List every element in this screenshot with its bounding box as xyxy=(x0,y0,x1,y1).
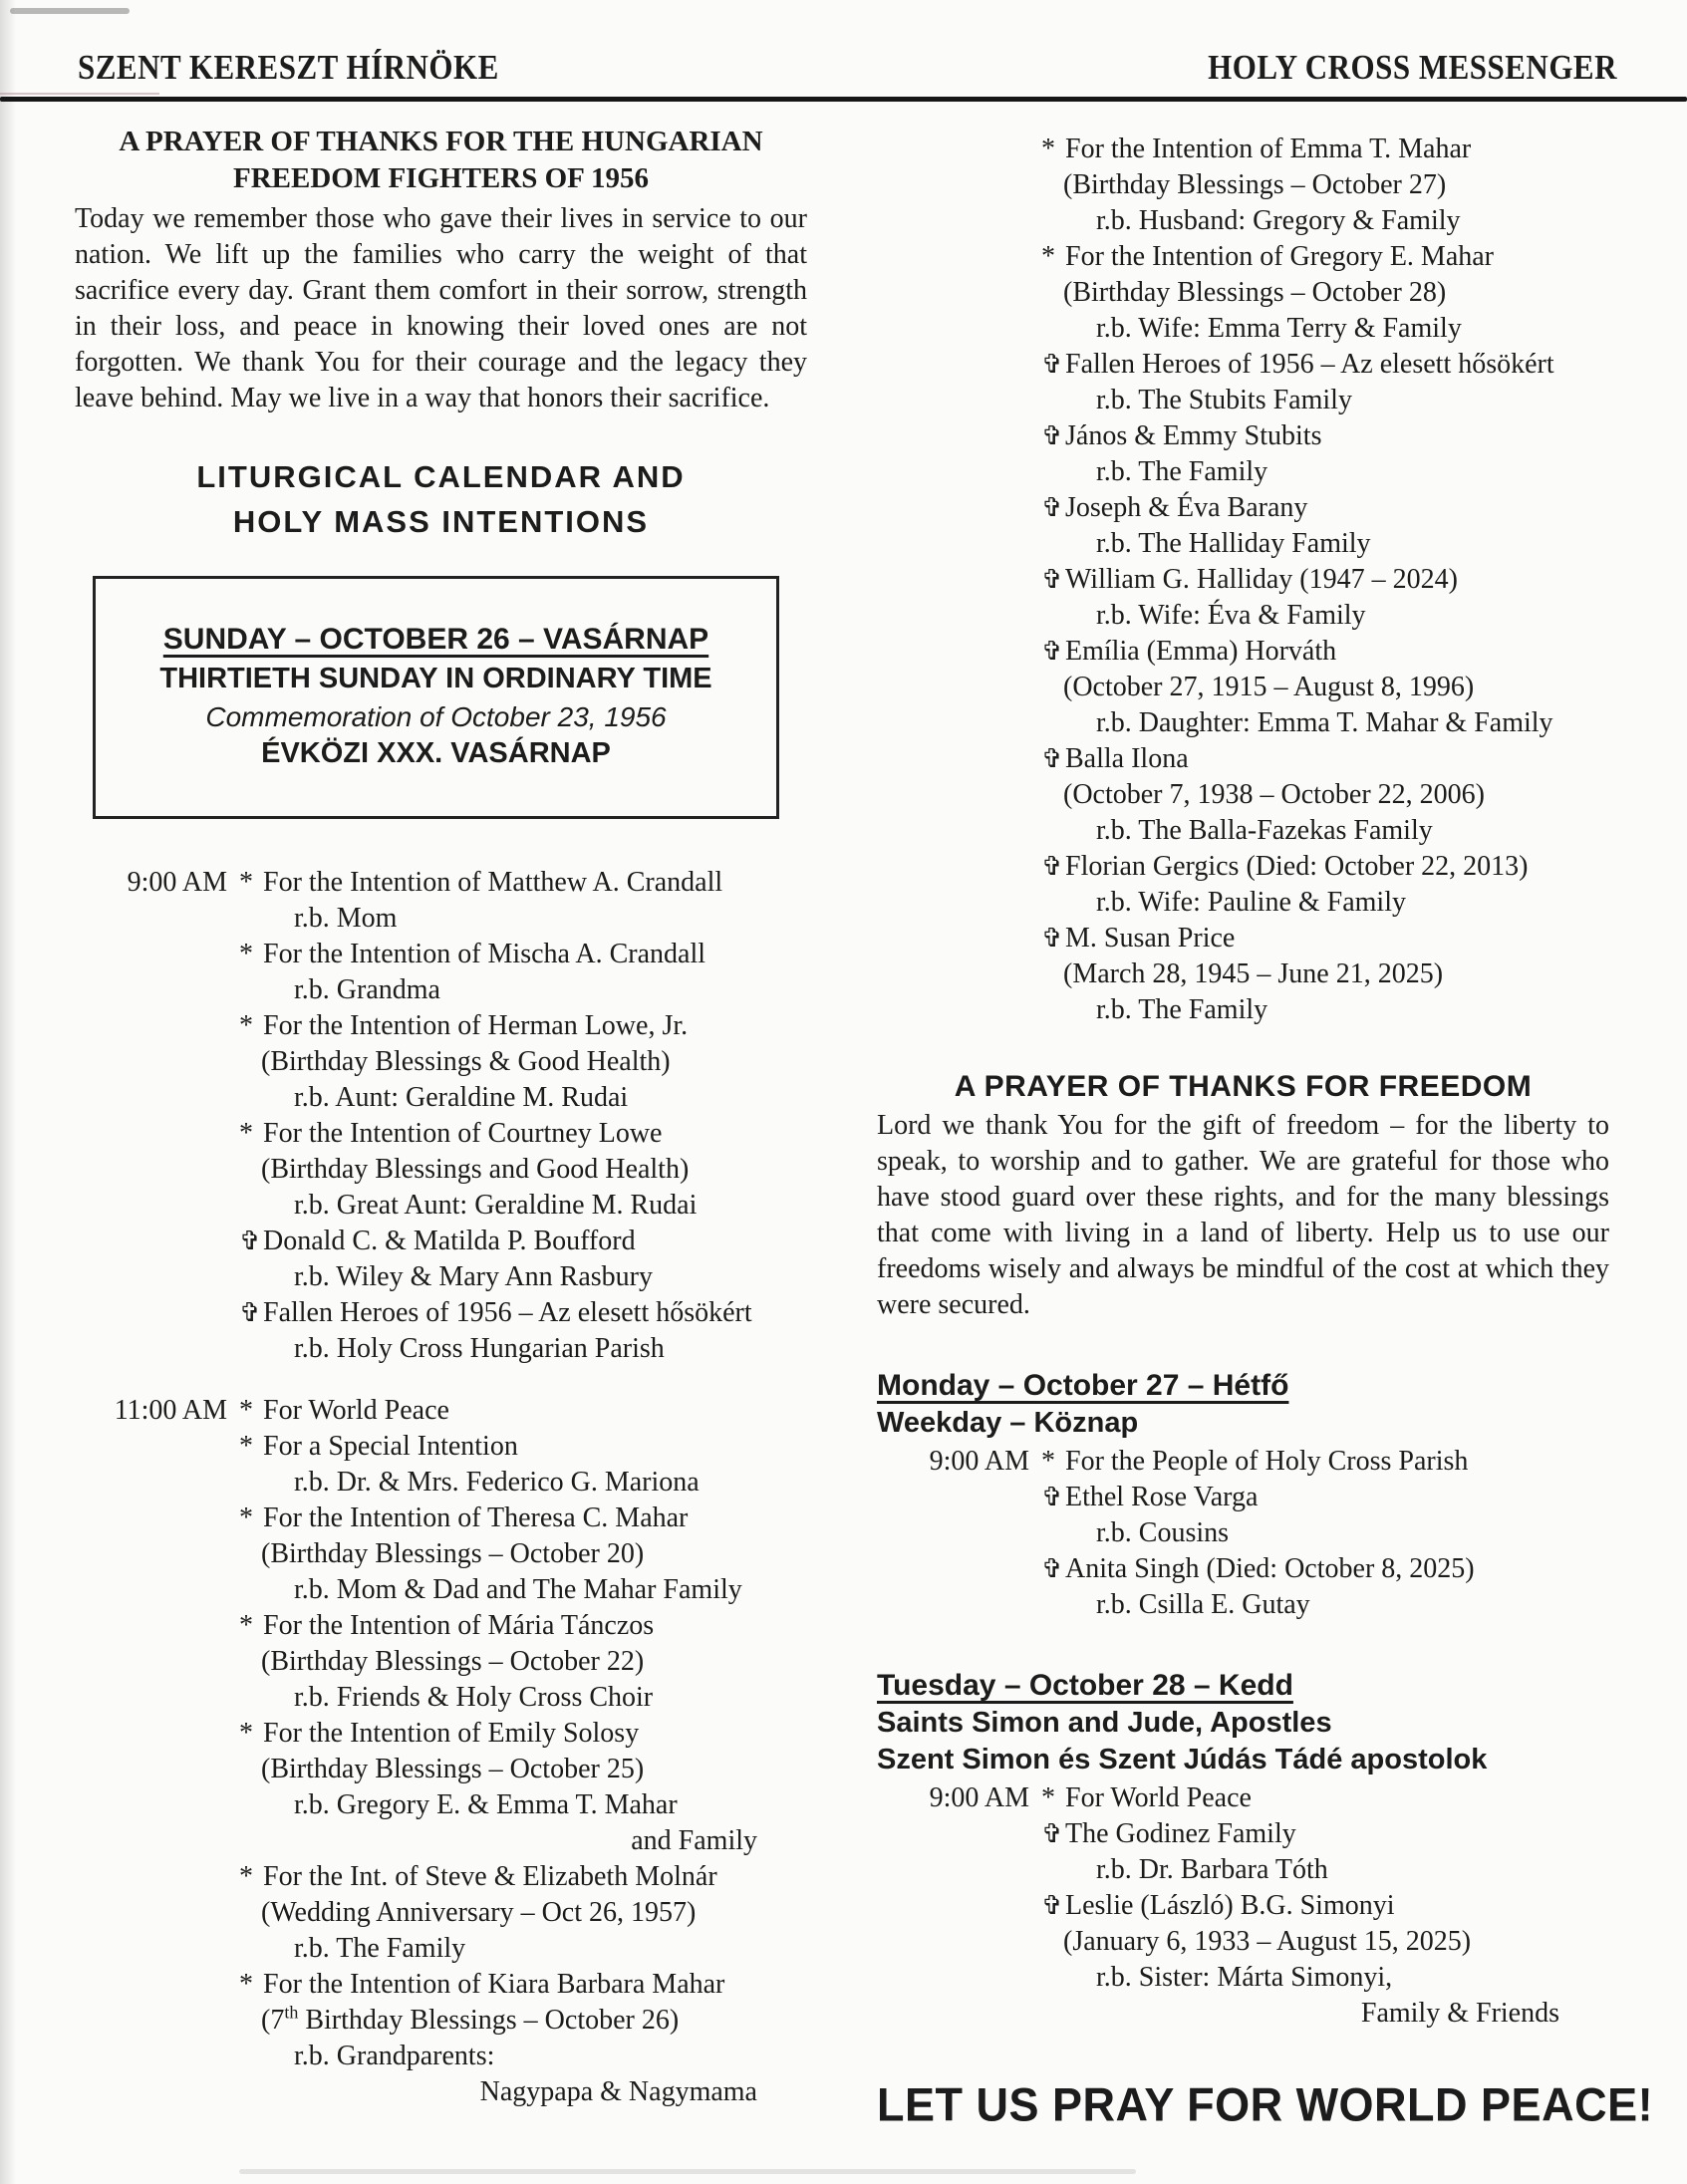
intention-line-entry xyxy=(239,1008,807,1044)
intention-text: For the Intention of Gregory E. Mahar xyxy=(1065,241,1494,272)
intention-text: r.b. Dr. & Mrs. Federico G. Mariona xyxy=(294,1467,700,1498)
sunday-feast-box xyxy=(93,576,779,819)
mass-intentions-list xyxy=(239,865,807,1367)
intention-text: r.b. The Family xyxy=(1096,456,1268,487)
intention-text: r.b. Great Aunt: Geraldine M. Rudai xyxy=(294,1190,698,1221)
intention-text: For the Intention of Mária Tánczos xyxy=(263,1610,655,1641)
intention-text: For the Int. of Steve & Elizabeth Molnár xyxy=(263,1861,717,1892)
intention-line-entry xyxy=(239,1429,807,1465)
intention-line-rb xyxy=(1041,383,1609,418)
intention-line-entry xyxy=(239,1501,807,1536)
deceased-cross-icon: ✞ xyxy=(1041,1819,1063,1849)
intention-line-rb xyxy=(1041,1587,1609,1623)
deceased-cross-icon: ✞ xyxy=(1041,924,1063,954)
masthead xyxy=(78,47,1617,88)
scan-smudge-artifact xyxy=(10,8,130,14)
hungarian-prayer-title xyxy=(75,124,807,197)
intention-line-rb xyxy=(239,972,807,1008)
deceased-cross-icon: ✞ xyxy=(1041,1554,1063,1584)
living-intention-star-icon: * xyxy=(239,1431,253,1462)
tuesday-subheading-english: Saints Simon and Jude, Apostles xyxy=(877,1707,1332,1739)
deceased-cross-icon: ✞ xyxy=(1041,350,1063,380)
mass-intentions-list xyxy=(239,1393,807,2110)
intention-text: r.b. Wife: Éva & Family xyxy=(1096,600,1366,631)
living-intention-star-icon: * xyxy=(239,1610,253,1641)
intention-text: r.b. Aunt: Geraldine M. Rudai xyxy=(294,1082,629,1113)
intention-line-entry xyxy=(1041,490,1609,526)
intention-line-cont xyxy=(1041,1996,1609,2032)
intention-line-paren xyxy=(1041,777,1609,813)
intention-text: Fallen Heroes of 1956 – Az elesett hősökért xyxy=(263,1297,752,1328)
mass-intentions-list xyxy=(1041,1444,1609,1623)
intention-line-entry xyxy=(239,865,807,901)
living-intention-star-icon: * xyxy=(239,867,253,898)
two-column-layout xyxy=(75,104,1654,2184)
intention-line-entry xyxy=(1041,562,1609,598)
deceased-cross-icon: ✞ xyxy=(1041,637,1063,667)
intention-line-rb xyxy=(239,1680,807,1716)
intention-line-entry xyxy=(239,1608,807,1644)
intention-line-entry xyxy=(1041,347,1609,383)
living-intention-star-icon: * xyxy=(239,1010,253,1041)
intention-line-paren xyxy=(239,2003,807,2039)
hungarian-prayer-title-line1: A PRAYER OF THANKS FOR THE HUNGARIAN xyxy=(119,126,763,157)
intention-text: Donald C. & Matilda P. Boufford xyxy=(263,1226,636,1256)
intention-line-entry xyxy=(239,937,807,972)
intention-text: r.b. Wiley & Mary Ann Rasbury xyxy=(294,1261,653,1292)
intention-line-rb xyxy=(1041,813,1609,849)
liturgical-calendar-title xyxy=(75,454,807,544)
masthead-right-title: HOLY CROSS MESSENGER xyxy=(1208,47,1617,87)
tuesday-heading: Tuesday – October 28 – Kedd xyxy=(877,1669,1293,1702)
intention-line-paren xyxy=(1041,670,1609,705)
intention-line-entry xyxy=(1041,634,1609,670)
liturgical-calendar-title-line2: HOLY MASS INTENTIONS xyxy=(232,504,650,539)
mass-block-9am xyxy=(75,865,807,1367)
mass-block-monday xyxy=(877,1444,1609,1623)
intention-text: For the Intention of Mischa A. Crandall xyxy=(263,939,706,969)
intention-text: M. Susan Price xyxy=(1065,923,1236,954)
intention-text: Nagypapa & Nagymama xyxy=(479,2076,757,2107)
deceased-cross-icon: ✞ xyxy=(1041,744,1063,774)
intention-text: r.b. Wife: Emma Terry & Family xyxy=(1096,313,1462,344)
freedom-prayer-body: Lord we thank You for the gift of freedom – for the liberty to speak, to worship and to gather. We are grateful for those who have stood guard over these rights, and for the many blessings that come with living in a land of liberty. Help us to use our freedoms wisely and always be mindful of the cost at which they were secured. xyxy=(877,1110,1609,1320)
intention-text: (Birthday Blessings – October 27) xyxy=(1063,169,1447,200)
liturgical-calendar-title-line1: LITURGICAL CALENDAR AND xyxy=(196,459,686,494)
intention-text: János & Emmy Stubits xyxy=(1065,420,1322,451)
left-column xyxy=(75,104,807,2184)
intention-text: (Birthday Blessings – October 28) xyxy=(1063,277,1447,308)
intention-line-paren xyxy=(1041,956,1609,992)
intention-line-entry xyxy=(1041,418,1609,454)
intention-line-paren xyxy=(1041,167,1609,203)
intention-text: William G. Halliday (1947 – 2024) xyxy=(1065,564,1458,595)
living-intention-star-icon: * xyxy=(1041,241,1055,272)
living-intention-star-icon: * xyxy=(239,939,253,969)
intention-text: For World Peace xyxy=(263,1395,449,1426)
intention-line-rb xyxy=(239,1331,807,1367)
intention-text: r.b. Sister: Márta Simonyi, xyxy=(1096,1962,1393,1993)
intention-line-rb xyxy=(1041,1960,1609,1996)
intention-line-entry xyxy=(1041,1816,1609,1852)
monday-heading: Monday – October 27 – Hétfő xyxy=(877,1369,1289,1402)
intention-line-entry xyxy=(239,1116,807,1152)
deceased-cross-icon: ✞ xyxy=(1041,852,1063,882)
hungarian-prayer-title-line2: FREEDOM FIGHTERS OF 1956 xyxy=(232,162,650,194)
intention-line-rb xyxy=(239,1188,807,1224)
intention-line-entry xyxy=(1041,849,1609,885)
intention-text: For the Intention of Courtney Lowe xyxy=(263,1118,663,1149)
intention-text: (Birthday Blessings and Good Health) xyxy=(261,1154,690,1185)
sunday-date-line: SUNDAY – OCTOBER 26 – VASÁRNAP xyxy=(162,623,709,656)
deceased-cross-icon: ✞ xyxy=(1041,493,1063,523)
mass-time-label: 9:00 AM xyxy=(929,1446,1029,1477)
intention-line-rb xyxy=(1041,203,1609,239)
intention-text: r.b. Grandma xyxy=(294,974,440,1005)
intention-text: r.b. The Stubits Family xyxy=(1096,385,1352,415)
intention-text: r.b. Husband: Gregory & Family xyxy=(1096,205,1461,236)
intention-line-rb xyxy=(1041,705,1609,741)
intention-text: (October 27, 1915 – August 8, 1996) xyxy=(1063,672,1475,702)
intention-line-entry xyxy=(1041,1780,1609,1816)
intention-text: r.b. Dr. Barbara Tóth xyxy=(1096,1854,1328,1885)
intention-text: r.b. The Family xyxy=(294,1933,466,1964)
intention-line-rb xyxy=(1041,1852,1609,1888)
intention-line-entry xyxy=(239,1224,807,1259)
intention-text: Balla Ilona xyxy=(1065,743,1189,774)
living-intention-star-icon: * xyxy=(239,1118,253,1149)
intention-text: Florian Gergics (Died: October 22, 2013) xyxy=(1065,851,1529,882)
intention-line-paren xyxy=(239,1152,807,1188)
intention-text: (Wedding Anniversary – Oct 26, 1957) xyxy=(261,1897,697,1928)
mass-intentions-list xyxy=(1041,132,1609,1028)
intention-text: (7th Birthday Blessings – October 26) xyxy=(261,2002,680,2036)
mass-block-continuation xyxy=(877,104,1609,1028)
intention-line-rb xyxy=(1041,992,1609,1028)
deceased-cross-icon: ✞ xyxy=(239,1227,261,1256)
intention-line-rb xyxy=(239,1572,807,1608)
intention-line-entry xyxy=(239,1716,807,1752)
living-intention-star-icon: * xyxy=(1041,1782,1055,1813)
intention-line-rb xyxy=(1041,311,1609,347)
mass-time-label: 9:00 AM xyxy=(127,867,227,898)
intention-line-rb xyxy=(1041,885,1609,921)
mass-time-label: 9:00 AM xyxy=(929,1782,1029,1813)
intention-line-rb xyxy=(239,1259,807,1295)
intention-text: r.b. Daughter: Emma T. Mahar & Family xyxy=(1096,707,1553,738)
intention-text: r.b. Gregory E. & Emma T. Mahar xyxy=(294,1789,678,1820)
intention-line-paren xyxy=(1041,275,1609,311)
intention-text: r.b. Wife: Pauline & Family xyxy=(1096,887,1406,918)
intention-text: For the Intention of Emma T. Mahar xyxy=(1065,134,1472,164)
intention-line-paren xyxy=(1041,1924,1609,1960)
intention-text: Leslie (László) B.G. Simonyi xyxy=(1065,1890,1395,1921)
right-column xyxy=(877,104,1654,2184)
intention-line-entry xyxy=(239,1393,807,1429)
intention-text: For the Intention of Emily Solosy xyxy=(263,1718,640,1749)
intention-text: r.b. Csilla E. Gutay xyxy=(1096,1589,1310,1620)
intention-text: Joseph & Éva Barany xyxy=(1065,492,1308,523)
intention-text: For a Special Intention xyxy=(263,1431,518,1462)
intention-line-rb xyxy=(1041,598,1609,634)
hungarian-prayer-body: Today we remember those who gave their lives in service to our nation. We lift up the families who carry the weight of that sacrifice every day. Grant them comfort in their sorrow, strength in their loss, and peace in knowing their loved ones are not forgotten. We thank You for their courage and the legacy they leave behind. May we live in a way that honors their sacrifice. xyxy=(75,203,807,413)
intention-text: The Godinez Family xyxy=(1065,1818,1296,1849)
intention-line-paren xyxy=(239,1895,807,1931)
intention-line-entry xyxy=(1041,1551,1609,1587)
living-intention-star-icon: * xyxy=(239,1395,253,1426)
intention-text: (March 28, 1945 – June 21, 2025) xyxy=(1063,958,1444,989)
world-peace-banner: LET US PRAY FOR WORLD PEACE! xyxy=(877,2077,1654,2132)
intention-text: r.b. The Halliday Family xyxy=(1096,528,1371,559)
living-intention-star-icon: * xyxy=(239,1969,253,2000)
masthead-left-title: SZENT KERESZT HÍRNÖKE xyxy=(78,47,499,87)
intention-line-rb xyxy=(239,1931,807,1967)
intention-line-entry xyxy=(1041,1888,1609,1924)
intention-text: Ethel Rose Varga xyxy=(1065,1482,1259,1512)
intention-line-entry xyxy=(239,1859,807,1895)
living-intention-star-icon: * xyxy=(239,1502,253,1533)
intention-line-entry xyxy=(1041,132,1609,167)
intention-line-entry xyxy=(1041,921,1609,956)
intention-text: r.b. The Family xyxy=(1096,994,1268,1025)
intention-line-entry xyxy=(1041,1480,1609,1515)
living-intention-star-icon: * xyxy=(1041,1446,1055,1477)
living-intention-star-icon: * xyxy=(1041,134,1055,164)
intention-line-paren xyxy=(239,1752,807,1787)
scan-edge-artifact xyxy=(0,0,16,2184)
intention-text: For World Peace xyxy=(1065,1782,1252,1813)
intention-line-rb xyxy=(1041,526,1609,562)
intention-line-cont xyxy=(239,1823,807,1859)
intention-text: For the Intention of Theresa C. Mahar xyxy=(263,1502,689,1533)
intention-line-entry xyxy=(1041,1444,1609,1480)
deceased-cross-icon: ✞ xyxy=(239,1298,261,1328)
intention-line-rb xyxy=(239,901,807,937)
living-intention-star-icon: * xyxy=(239,1861,253,1892)
intention-text: Fallen Heroes of 1956 – Az elesett hősökért xyxy=(1065,349,1554,380)
sunday-commemoration: Commemoration of October 23, 1956 xyxy=(205,701,667,732)
intention-line-rb xyxy=(239,2039,807,2074)
intention-text: r.b. Grandparents: xyxy=(294,2041,495,2071)
intention-line-rb xyxy=(239,1080,807,1116)
intention-text: r.b. Mom & Dad and The Mahar Family xyxy=(294,1574,742,1605)
intention-text: r.b. The Balla-Fazekas Family xyxy=(1096,815,1433,846)
intention-text: (Birthday Blessings – October 25) xyxy=(261,1754,645,1784)
intention-text: For the People of Holy Cross Parish xyxy=(1065,1446,1469,1477)
intention-line-entry xyxy=(1041,239,1609,275)
mass-block-11am xyxy=(75,1393,807,2110)
masthead-thin-rule xyxy=(0,93,159,95)
intention-line-entry xyxy=(1041,741,1609,777)
deceased-cross-icon: ✞ xyxy=(1041,421,1063,451)
intention-line-paren xyxy=(239,1536,807,1572)
intention-text: r.b. Cousins xyxy=(1096,1517,1230,1548)
intention-line-paren xyxy=(239,1644,807,1680)
intention-line-paren xyxy=(239,1044,807,1080)
masthead-rule xyxy=(0,97,1687,102)
deceased-cross-icon: ✞ xyxy=(1041,1891,1063,1921)
intention-text: (January 6, 1933 – August 15, 2025) xyxy=(1063,1926,1472,1957)
intention-text: For the Intention of Kiara Barbara Mahar xyxy=(263,1969,725,2000)
living-intention-star-icon: * xyxy=(239,1718,253,1749)
mass-intentions-list xyxy=(1041,1780,1609,2032)
intention-text: For the Intention of Matthew A. Crandall xyxy=(263,867,723,898)
sunday-feast-english: THIRTIETH SUNDAY IN ORDINARY TIME xyxy=(159,663,712,694)
intention-text: r.b. Holy Cross Hungarian Parish xyxy=(294,1333,665,1364)
intention-text: and Family xyxy=(631,1825,757,1856)
intention-line-entry xyxy=(239,1295,807,1331)
freedom-prayer-title: A PRAYER OF THANKS FOR FREEDOM xyxy=(954,1070,1533,1103)
intention-line-rb xyxy=(239,1465,807,1501)
intention-text: (Birthday Blessings – October 22) xyxy=(261,1646,645,1677)
intention-text: (October 7, 1938 – October 22, 2006) xyxy=(1063,779,1486,810)
intention-line-rb xyxy=(1041,1515,1609,1551)
intention-line-cont xyxy=(239,2074,807,2110)
mass-block-tuesday xyxy=(877,1780,1609,2032)
intention-text: r.b. Friends & Holy Cross Choir xyxy=(294,1682,654,1713)
intention-line-rb xyxy=(239,1787,807,1823)
monday-subheading: Weekday – Köznap xyxy=(877,1407,1139,1439)
intention-text: (Birthday Blessings – October 20) xyxy=(261,1538,645,1569)
mass-time-label: 11:00 AM xyxy=(114,1395,227,1426)
intention-text: (Birthday Blessings & Good Health) xyxy=(261,1046,671,1077)
sunday-feast-hungarian: ÉVKÖZI XXX. VASÁRNAP xyxy=(261,737,611,769)
intention-line-rb xyxy=(1041,454,1609,490)
intention-text: Anita Singh (Died: October 8, 2025) xyxy=(1065,1553,1475,1584)
intention-line-entry xyxy=(239,1967,807,2003)
intention-text: Family & Friends xyxy=(1360,1998,1559,2029)
intention-text: r.b. Mom xyxy=(294,903,398,934)
deceased-cross-icon: ✞ xyxy=(1041,1483,1063,1512)
intention-text: Emília (Emma) Horváth xyxy=(1065,636,1337,667)
deceased-cross-icon: ✞ xyxy=(1041,565,1063,595)
intention-text: For the Intention of Herman Lowe, Jr. xyxy=(263,1010,689,1041)
tuesday-subheading-hungarian: Szent Simon és Szent Júdás Tádé apostolok xyxy=(877,1744,1488,1775)
